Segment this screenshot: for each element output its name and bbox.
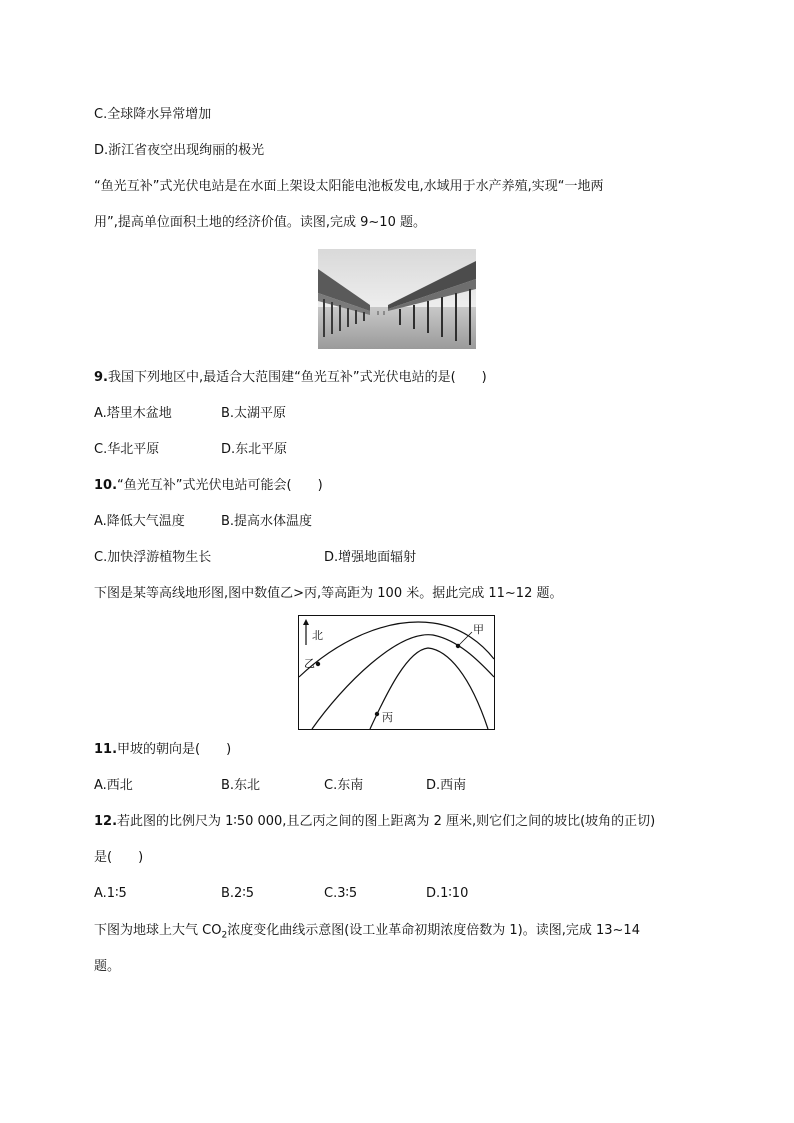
solar-farm-photo	[318, 249, 476, 349]
label-jia: 甲	[473, 623, 484, 636]
q12-option-c: C.3∶5	[324, 886, 358, 901]
question-12-number: 12.	[94, 814, 118, 829]
contour-map-svg	[298, 615, 495, 730]
q9-option-c: C.华北平原	[94, 442, 160, 457]
intro-9-10-line1: “鱼光互补”式光伏电站是在水面上架设太阳能电池板发电,水域用于水产养殖,实现“一地两	[94, 179, 604, 194]
q11-option-a: A.西北	[94, 778, 133, 793]
q10-option-c: C.加快浮游植物生长	[94, 550, 212, 565]
intro-13-14-pre: 下图为地球上大气 CO	[94, 923, 222, 938]
label-bing: 丙	[382, 711, 393, 724]
question-11-number: 11.	[94, 742, 118, 757]
label-yi: 乙	[304, 657, 315, 670]
q11-option-b: B.东北	[221, 778, 261, 793]
q12-option-d: D.1∶10	[426, 886, 469, 901]
intro-9-10-line2: 用”,提高单位面积土地的经济价值。读图,完成 9~10 题。	[94, 215, 426, 230]
q9-option-d: D.东北平原	[221, 442, 288, 457]
question-12	[94, 813, 655, 831]
question-10	[94, 477, 323, 495]
intro-11-12: 下图是某等高线地形图,图中数值乙>丙,等高距为 100 米。据此完成 11~12 题。	[94, 586, 563, 601]
question-10-text: “鱼光互补”式光伏电站可能会( )	[117, 478, 323, 493]
question-9	[94, 369, 487, 387]
option-d-prev: D.浙江省夜空出现绚丽的极光	[94, 143, 265, 158]
co2-subscript: 2	[221, 930, 228, 941]
question-12-text-cont: 是( )	[94, 850, 144, 865]
question-11	[94, 741, 231, 759]
q9-option-b: B.太湖平原	[221, 406, 287, 421]
question-10-number: 10.	[94, 478, 118, 493]
solar-farm-illustration	[318, 249, 476, 349]
q10-option-b: B.提高水体温度	[221, 514, 313, 529]
q11-option-d: D.西南	[426, 778, 467, 793]
q9-option-a: A.塔里木盆地	[94, 406, 172, 421]
question-9-number: 9.	[94, 370, 108, 385]
point-bing	[375, 712, 379, 716]
question-12-text: 若此图的比例尺为 1∶50 000,且乙丙之间的图上距离为 2 厘米,则它们之间的坡比(坡角的正切)	[117, 814, 656, 829]
intro-13-14-line1	[94, 922, 640, 945]
option-c-prev: C.全球降水异常增加	[94, 107, 212, 122]
q12-option-b: B.2∶5	[221, 886, 254, 901]
q12-option-a: A.1∶5	[94, 886, 127, 901]
north-label: 北	[312, 629, 323, 642]
q10-option-a: A.降低大气温度	[94, 514, 185, 529]
q11-option-c: C.东南	[324, 778, 364, 793]
q10-option-d: D.增强地面辐射	[324, 550, 417, 565]
contour-map	[298, 615, 495, 730]
intro-13-14-line2: 题。	[94, 959, 121, 974]
point-yi	[316, 662, 320, 666]
question-9-text: 我国下列地区中,最适合大范围建“鱼光互补”式光伏电站的是( )	[107, 370, 487, 385]
intro-13-14-post: 浓度变化曲线示意图(设工业革命初期浓度倍数为 1)。读图,完成 13~14	[227, 923, 640, 938]
question-11-text: 甲坡的朝向是( )	[117, 742, 232, 757]
